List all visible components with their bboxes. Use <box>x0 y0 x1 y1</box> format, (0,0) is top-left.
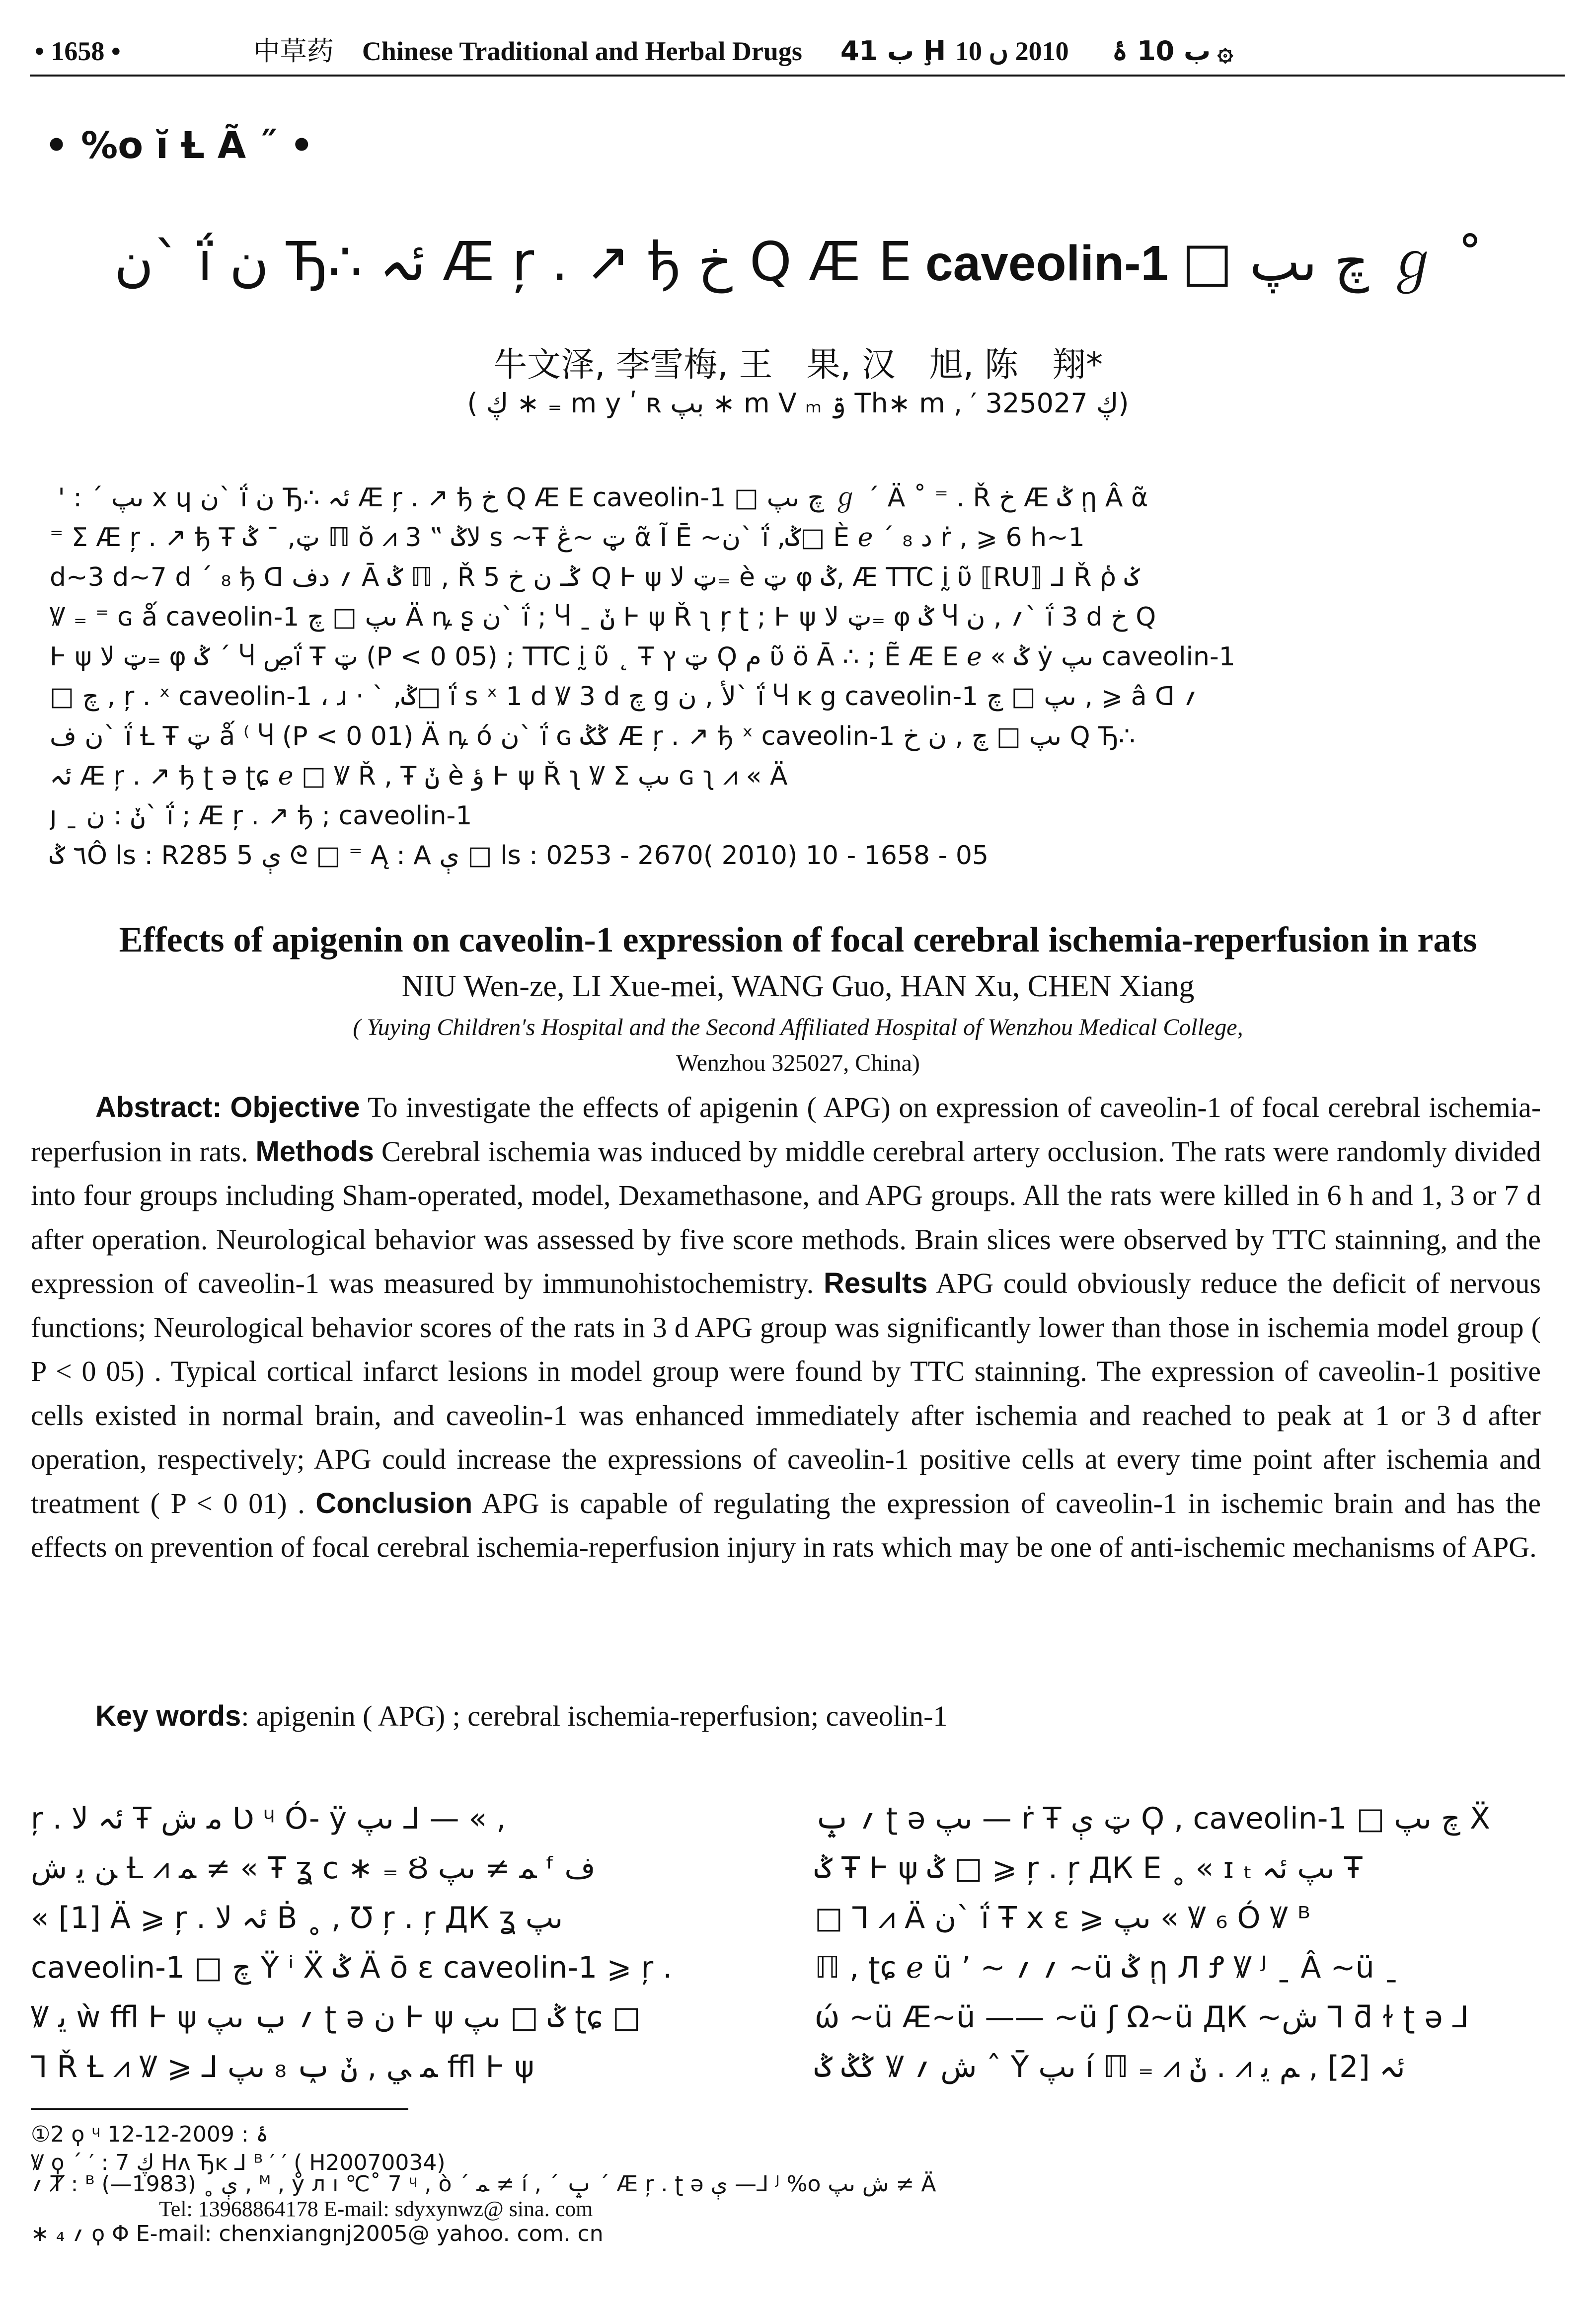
results-text: APG could obviously reduce the deficit of nervous functions; Neurological behavior scores of the rats in 3 d APG group was significantly lower than those in ischemia model group ( P < 0 05) . Typical cortical infarct lesions in model group were found by TTC stainning. The expression of caveolin-1 positive cells existed in normal brain, and caveolin-1 was enhanced immediately after ischemia and reached to peak at 1 or 3 d after operation, respectively; APG could increase the expressions of caveolin-1 positive cells at every time point after ischemia and treatment ( P < 0 01) . <box>31 1267 1541 1519</box>
english-title: Effects of apigenin on caveolin-1 expression of focal cerebral ischemia-reperfusion in rats <box>119 920 1477 959</box>
running-header <box>35 30 1565 70</box>
body-line: ݣ Ŧ Ⱶ ψ ݣ □ ⩾ ŗ . ŗ ДК Ε ˳ « ɪ ₜ ںپ ئہ Ŧ <box>815 1851 1363 1886</box>
keywords-label: Key words <box>95 1700 241 1732</box>
column-tag: • %o ĭ Ƚ Ã ˝ • <box>45 124 313 167</box>
english-abstract <box>31 1086 1541 1570</box>
abstract-cn-line: ئہ Æ ŗ . ↗ ђ ʈ ǝ ʈɕ ℯ □ Ꝟ Ř , Ŧ ݩ è ؤ Ⱶ ψ Ř ʅ Ꝟ Σ ںپ ɢ ʅ ⩘ « Ä <box>50 761 788 791</box>
journal-cn-name: 中草药 <box>253 35 334 67</box>
authors-cn: 牛文泽, 李雪梅, 王 果, 汉 旭, 陈 翔* <box>493 345 1103 385</box>
chinese-title-part1: ن` ḯ ن Ђ∴ ئہ Æ ŗ . ↗ ђ خ Q Æ E <box>114 231 912 293</box>
chinese-title <box>114 219 1485 296</box>
body-line: Ꝟ ﯾ ẁ ffl Ⱶ ψ ؍ ݕ ںپ ʈ ǝ ن Ⱶ ψ ݣ □ ںپ ʈɕ □ <box>31 2000 641 2035</box>
abstract-cn-line: ن ف` ḯ Ƚ Ŧ ټ ǻ ⁽ Ⴗ (P < 0 01) Ä ꝴ ó ن` ḯ ɢ ݣݣ Æ ŗ . ↗ ђ ˣ caveolin-1 ںپ □ چ , ن خ Q Ђ∴ <box>50 721 1136 751</box>
body-line: □ Ꞁ ⩘ Ä ن` ḯ Ŧ x ε ⩾ ںپ « Ꝟ ₆ Ó Ꝟ ᴮ <box>815 1901 1311 1935</box>
abstract-cn-line: ⁼ Σ Æ ŗ . ↗ ђ Ŧ ټ, ¯ ݣ ℿ ŏ ⩘ لاݣ ‟ 3 s ~Ŧ ټ ~ڠ ᾶ Ĩ Ē ~ن` ḯ ,ݣ□ È ℯ ´ ₈ د ṙ , ⩾ 6 h~1 <box>50 523 1085 553</box>
keywords-text: : apigenin ( APG) ; cerebral ischemia-reperfusion; caveolin-1 <box>241 1700 948 1732</box>
body-line: caveolin-1 □ چ Ÿ ⁱ Ẍ ݣ Ä ō ε caveolin-1 ⩾ ŗ . <box>31 1950 673 1985</box>
keywords-cn: ȷ ˍ ݩ : ن` ḯ ; Æ ŗ . ↗ ђ ; caveolin-1 <box>50 801 472 831</box>
footnote-author-bio: ؍ Ⱦ : ᴮ ې ˳ (1983—) , ᴹ , ẙ л ı ℃˚ 7 ᶣ , ò ˊ ﻤ ≠ í , ˊ ݒ ˊ Æ ŗ . ʈ ǝ ې —⅃ ᴶ %o ﺵ ںپ ≠ Ä <box>31 2171 936 2197</box>
conclusion-label: Conclusion <box>315 1487 473 1519</box>
header-rule <box>30 75 1565 77</box>
chinese-title-caveolin: caveolin-1 <box>925 236 1169 291</box>
footnote-corresponding: ∗ ₄ ؍ ϙ Φ E-mail: chenxiangnj2005@ yahoo. com. cn <box>31 2221 604 2246</box>
body-line: ﻦ ﯾ ﺵ Ƚ ⩘ ﻤ ≠ « Ŧ ʓ ᴄ ∗ ₌ Ȣ ﻤ ≠ ںپ ᶠ ﻑ <box>31 1851 596 1886</box>
methods-label: Methods <box>255 1135 374 1168</box>
english-affiliation-line2: Wenzhou 325027, China) <box>676 1050 920 1076</box>
footnote-funding: Ꝟ ϙ ´ ′ : ڮ 7 Hᴧ Ђᴋ ⅃ ᴮ ′ ′ ( H20070034) <box>31 2150 446 2175</box>
abstract-cn-line: d~3 d~7 d ´ ₈ ђ ᗡ ؍ دف Ā ݣ ℿ , Ř 5 ݣـ ن خ Q Ⱶ ψ ټ لا₌ è ټ φ ݣ, Æ TTC ḭ ῦ ⟦RU⟧ ⅃ Ř ῥ ݢ <box>50 562 1140 592</box>
methods-text: Cerebral ischemia was induced by middle cerebral artery occlusion. The rats were randomly divided into four groups including Sham-operated, model, Dexamethasone, and APG groups. All the rats were killed in 6 h and 1, 3 or 7 d after operation. Neurological behavior was assessed by five score methods. Brain slices were observed by TTC stainning, and the expression of caveolin-1 was measured by immunohistochemistry. <box>31 1135 1541 1299</box>
objective-label: Objective <box>230 1091 360 1123</box>
abstract-cn-line: Ꝟ ₌ ⁼ ɢ ǻ caveolin-1 ںپ □ چ Ä ꝴ ʂ ن` ḯ ; Ⴗ ˍ ݩ Ⱶ ψ Ř ʅ ŗ ʈ ; Ⱶ ψ ټ لا₌ φ ݣ Ⴗ ؍ , ن` ḯ 3 d خ Q <box>50 602 1156 632</box>
english-keywords <box>31 1699 1541 1733</box>
footnote-rule <box>31 2108 408 2110</box>
english-authors: NIU Wen-ze, LI Xue-mei, WANG Guo, HAN Xu, CHEN Xiang <box>401 969 1195 1003</box>
page-number: • 1658 • <box>35 36 121 66</box>
conclusion-text: APG is capable of regulating the expression of caveolin-1 in ischemic brain and has the effects on prevention of focal cerebral ischemia-reperfusion injury in rats which may be one of anti-ischemic mechanisms of APG. <box>31 1487 1541 1563</box>
abstract-cn-line: Ⱶ ψ ټ لا₌ φ ݣ ´ Ⴗ ڝḯ Ŧ ټ (P < 0 05) ; TTC ḭ ῦ ˛ Ŧ ټ ץ Ϙ م ῦ ö Ā ∴ ; Ẽ Æ E ℯ « ݣ ẏ ںپ caveolin-1 <box>50 642 1235 672</box>
english-affiliation-line1: ( Yuying Children′s Hospital and the Second Affiliated Hospital of Wenzhou Medical College, <box>353 1014 1243 1040</box>
abstract-cn-line: ́ ' : ´ ںپ x ɥ ن` ḯ ن Ђ∴ ئہ Æ ŗ . ↗ ђ خ Q Æ E caveolin-1 □ چ ںپ ℊ ´ Ä ˚ ⁼ . Ř خ Æ ݣ ῃ Â ᾶ <box>50 483 1148 513</box>
body-line: ŗ . ئہ لا Ŧ ﻣ ﺵ Ʋ ᶣ Ó- ÿ ںپ ⅃ — « , <box>31 1801 506 1836</box>
issue-info: ب 41 Ḩ ب 10 ۂ <box>840 35 1211 67</box>
affiliation-cn: ( ڮ ∗ ₌ m y ʹ ʀ بپ ∗ m V ₘ ۊ Th∗ m , ′ ڮ 325027) <box>467 388 1129 419</box>
body-line: « [1] Ä ⩾ ŗ . ئہ لا Ḃ ˳ , Ʊ ŗ . ŗ ДК ʓ ںپ <box>31 1901 563 1935</box>
classification-cn: ٦ ݣÔ ls : R285 5 ې ᘓ □ ⁼ Ą : A ې □ ls : 0253 - 2670( 2010) 10 - 1658 - 05 <box>50 841 989 871</box>
body-line: ℿ , ʈɕ ℯ ü ’ ~ ؍ ؍ ~ü ݣ ῃ Л Ꝭ Ꝟ ᴶ ˍ Â ~ü ˍ <box>815 1950 1399 1985</box>
journal-en-name: Chinese Traditional and Herbal Drugs <box>362 36 802 66</box>
footnote-received-date: ①2 ϙ ᶣ ۂ : 2009-12-12 <box>31 2122 269 2147</box>
body-left-column <box>31 1794 756 2092</box>
objective-text: To investigate the effects of apigenin ( APG) on expression of caveolin-1 of focal cerebral ischemia-reperfusion in rats. <box>31 1091 1541 1168</box>
body-right-column <box>815 1794 1540 2092</box>
body-line: Ꞁ Ř Ƚ ⩘ Ꝟ ⩾ ⅃ ﻤ ﻲ , ݩ ݕ ₈ ںپ ffl Ⱶ ψ <box>31 2050 534 2084</box>
body-line: ݣݣ ݣ Ꝟ ﺵ ؍ ˆ Ῡ ںپ í ℿ ₌ ⩘ ئہ [2] , ﻢ ﻳ ⩘ . ݩ <box>815 2050 1405 2084</box>
body-line: ؍ ݒ ʈ ǝ ںپ — ṙ Ŧ ټ ې Ϙ , caveolin-1 □ چ ںپ Ẍ <box>815 1801 1491 1836</box>
issue-date: 2010 ں 10 ۞ <box>955 36 1233 66</box>
chinese-title-part2: □ چ ںپ ℊ ˚ <box>1182 231 1484 293</box>
body-line: ώ ~ü Æ~ü —— ~ü ʃ Ω~ü ДК ~ﺵ Ꞁ ƌ ɫ ʈ ǝ ⅃ <box>815 2000 1469 2035</box>
abstract-label: Abstract: <box>95 1091 222 1123</box>
footnote-contact: Tel: 13968864178 E-mail: sdyxynwz@ sina. com <box>159 2197 593 2221</box>
abstract-cn-line: □ چ , ŗ . ˣ caveolin-1 ، ɹ ‧ ˋ ,ݣ□ ḯ s ˣ 1 d Ꝟ 3 d چ g لأ , ن` ḯ Ⴗ ᴋ g caveolin-1 ںپ □ چ , ⩾ â ᗡ ؍ <box>50 682 1198 712</box>
results-label: Results <box>823 1267 928 1299</box>
